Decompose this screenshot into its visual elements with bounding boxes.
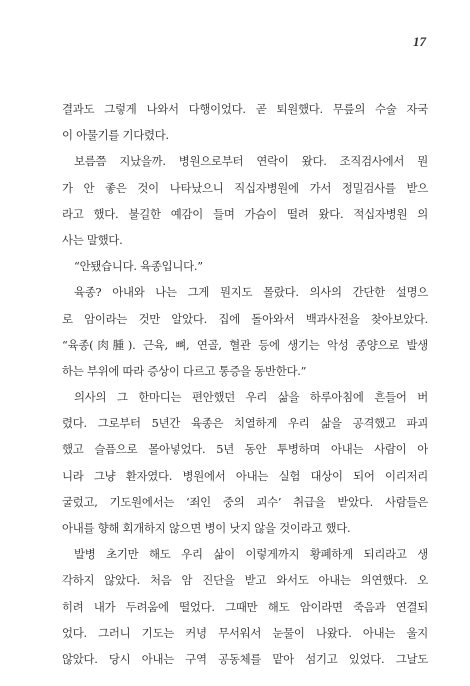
text-line: 로 암이라는 것만 알았다. 집에 돌아와서 백과사전을 찾아보았다. — [62, 311, 428, 326]
text-line: 가 안 좋은 것이 나타났으니 직십자병원에 가서 정밀검사를 받으 — [62, 180, 428, 195]
text-line: 니라 그냥 환자였다. 병원에서 아내는 실험 대상이 되어 이리저리 — [62, 468, 428, 483]
text-line: 이 아물기를 기다렸다. — [62, 128, 169, 143]
text-line: 라고 했다. 불길한 예감이 들며 가슴이 떨려 왔다. 적십자병원 의 — [62, 206, 428, 221]
page-number: 17 — [413, 34, 426, 49]
text-line: 히려 내가 두려움에 떨었다. 그때만 해도 암이라면 죽음과 연결되 — [62, 599, 428, 614]
text-line: 아내를 향해 회개하지 않으면 병이 낫지 않을 것이라고 했다. — [62, 521, 351, 535]
text-line: 사는 말했다. — [62, 232, 123, 247]
text-line: 했고 슬픔으로 몰아넣었다. 5년 동안 투병하며 아내는 사람이 아 — [62, 442, 428, 457]
body-text — [62, 96, 428, 672]
text-line: 발병 초기만 해도 우리 삶이 이렇게까지 황폐하게 되리라고 생 — [74, 547, 428, 562]
text-line: 렸다. 그로부터 5년간 육종은 치열하게 우리 삶을 공격했고 파괴 — [62, 416, 428, 431]
text-line: 결과도 그렇게 나와서 다행이었다. 곧 퇴원했다. 무릎의 수술 자국 — [62, 102, 428, 116]
text-line: 의사의 그 한마디는 편안했던 우리 삶을 하루아침에 흔들어 버 — [74, 390, 428, 405]
text-line: 굴렀고, 기도원에서는 ‘죄인 중의 괴수’ 취급을 받았다. 사람들은 — [62, 494, 428, 509]
text-line: 각하지 않았다. 처음 암 진단을 받고 와서도 아내는 의연했다. 오 — [62, 573, 428, 588]
text-line: 않았다. 당시 아내는 구역 공동체를 맡아 섬기고 있었다. 그날도 — [62, 651, 428, 666]
text-line: “안됐습니다. 육종입니다.” — [74, 259, 203, 274]
text-line: 보름쯤 지났을까. 병원으로부터 연락이 왔다. 조직검사에서 뭔 — [74, 154, 428, 169]
text-line: 육종? 아내와 나는 그게 뭔지도 몰랐다. 의사의 간단한 설명으 — [74, 285, 428, 300]
text-line: 었다. 그러니 기도는 커녕 무서워서 눈물이 나왔다. 아내는 울지 — [62, 625, 428, 640]
text-line: 하는 부위에 따라 증상이 다르고 통증을 동반한다.” — [62, 363, 307, 378]
text-line: “육종(肉腫). 근육, 뼈, 연골, 혈관 등에 생기는 악성 종양으로 발생 — [62, 337, 428, 352]
